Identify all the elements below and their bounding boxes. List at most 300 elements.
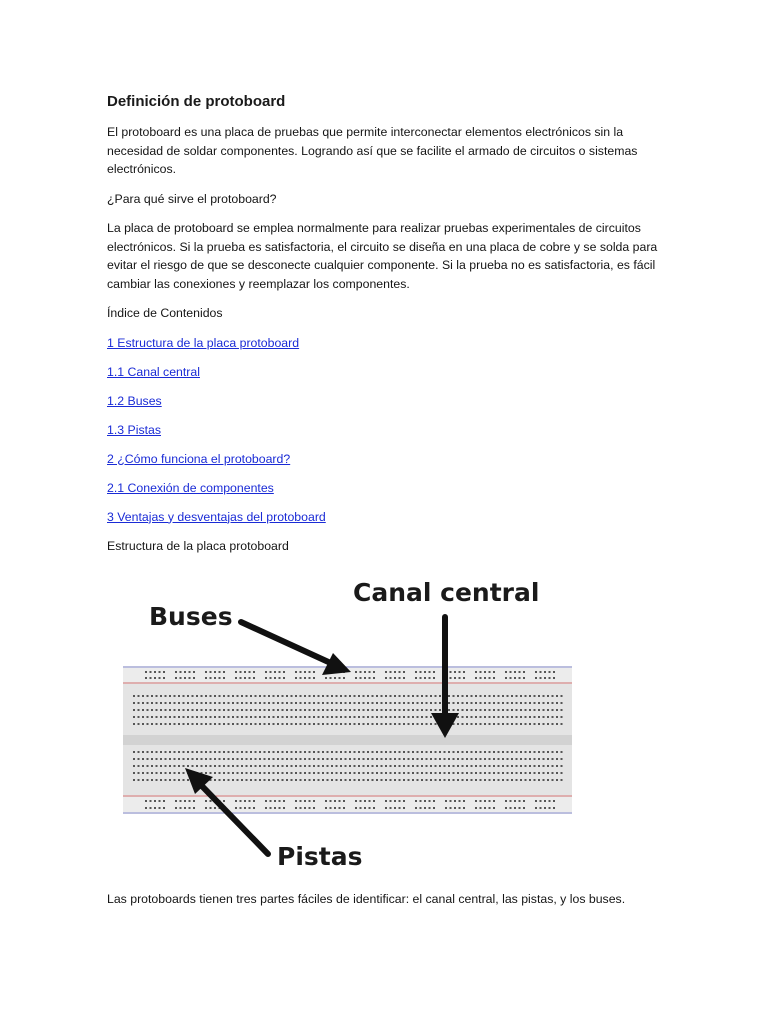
- board-hole: [205, 709, 207, 711]
- board-hole: [246, 695, 248, 697]
- board-hole: [241, 751, 243, 753]
- board-hole: [265, 671, 267, 673]
- board-hole: [336, 765, 338, 767]
- board-hole: [543, 723, 545, 725]
- board-hole: [163, 671, 165, 673]
- board-hole: [133, 751, 135, 753]
- board-hole: [525, 702, 527, 704]
- board-hole: [450, 807, 452, 809]
- board-hole: [556, 716, 558, 718]
- board-hole: [543, 772, 545, 774]
- board-hole: [237, 702, 239, 704]
- board-hole: [480, 702, 482, 704]
- board-hole: [192, 758, 194, 760]
- board-hole: [358, 723, 360, 725]
- board-hole: [538, 695, 540, 697]
- board-hole: [250, 779, 252, 781]
- board-hole: [138, 723, 140, 725]
- board-hole: [549, 800, 551, 802]
- board-hole: [241, 716, 243, 718]
- board-hole: [325, 807, 327, 809]
- board-hole: [304, 758, 306, 760]
- board-hole: [330, 677, 332, 679]
- board-hole: [544, 807, 546, 809]
- board-hole: [133, 765, 135, 767]
- board-hole: [426, 702, 428, 704]
- board-hole: [339, 807, 341, 809]
- board-hole: [381, 702, 383, 704]
- board-hole: [340, 772, 342, 774]
- board-hole: [547, 751, 549, 753]
- board-hole: [462, 709, 464, 711]
- board-hole: [349, 779, 351, 781]
- board-hole: [448, 765, 450, 767]
- board-hole: [514, 800, 516, 802]
- board-hole: [355, 800, 357, 802]
- board-hole: [484, 716, 486, 718]
- board-hole: [232, 702, 234, 704]
- board-hole: [259, 709, 261, 711]
- board-hole: [390, 765, 392, 767]
- board-hole: [246, 751, 248, 753]
- board-hole: [510, 671, 512, 673]
- board-hole: [507, 716, 509, 718]
- board-hole: [552, 772, 554, 774]
- board-hole: [174, 779, 176, 781]
- board-hole: [223, 772, 225, 774]
- board-hole: [454, 671, 456, 673]
- board-hole: [394, 716, 396, 718]
- board-hole: [462, 765, 464, 767]
- board-hole: [169, 709, 171, 711]
- board-hole: [174, 709, 176, 711]
- board-hole: [219, 709, 221, 711]
- board-hole: [520, 695, 522, 697]
- board-hole: [210, 695, 212, 697]
- board-hole: [147, 723, 149, 725]
- board-hole: [201, 751, 203, 753]
- board-hole: [538, 709, 540, 711]
- board-hole: [385, 695, 387, 697]
- board-hole: [327, 751, 329, 753]
- board-hole: [205, 716, 207, 718]
- board-hole: [286, 709, 288, 711]
- board-hole: [255, 702, 257, 704]
- board-hole: [369, 807, 371, 809]
- board-hole: [244, 807, 246, 809]
- board-hole: [193, 807, 195, 809]
- board-hole: [480, 800, 482, 802]
- board-hole: [160, 695, 162, 697]
- board-hole: [228, 772, 230, 774]
- board-hole: [511, 765, 513, 767]
- board-hole: [145, 807, 147, 809]
- board-hole: [205, 758, 207, 760]
- board-hole: [147, 702, 149, 704]
- board-hole: [187, 751, 189, 753]
- board-hole: [223, 758, 225, 760]
- board-hole: [445, 800, 447, 802]
- board-hole: [339, 677, 341, 679]
- board-hole: [493, 671, 495, 673]
- board-hole: [547, 709, 549, 711]
- board-hole: [475, 702, 477, 704]
- board-hole: [180, 671, 182, 673]
- board-hole: [192, 751, 194, 753]
- board-hole: [561, 765, 563, 767]
- board-hole: [336, 695, 338, 697]
- board-hole: [265, 807, 267, 809]
- board-hole: [133, 702, 135, 704]
- board-hole: [498, 709, 500, 711]
- board-hole: [358, 709, 360, 711]
- board-hole: [235, 671, 237, 673]
- board-hole: [394, 671, 396, 673]
- board-hole: [475, 716, 477, 718]
- board-hole: [363, 702, 365, 704]
- board-hole: [529, 772, 531, 774]
- board-hole: [505, 671, 507, 673]
- board-hole: [138, 772, 140, 774]
- board-hole: [520, 772, 522, 774]
- board-hole: [265, 800, 267, 802]
- board-hole: [390, 709, 392, 711]
- board-hole: [403, 671, 405, 673]
- board-hole: [412, 709, 414, 711]
- board-hole: [343, 807, 345, 809]
- board-hole: [237, 758, 239, 760]
- board-hole: [244, 677, 246, 679]
- board-hole: [505, 807, 507, 809]
- board-hole: [489, 677, 491, 679]
- board-hole: [450, 677, 452, 679]
- board-hole: [151, 765, 153, 767]
- board-hole: [399, 751, 401, 753]
- board-hole: [318, 772, 320, 774]
- board-hole: [291, 751, 293, 753]
- board-hole: [534, 709, 536, 711]
- board-hole: [300, 751, 302, 753]
- board-hole: [282, 695, 284, 697]
- board-hole: [507, 702, 509, 704]
- board-hole: [489, 723, 491, 725]
- board-hole: [394, 677, 396, 679]
- board-hole: [439, 709, 441, 711]
- board-hole: [169, 751, 171, 753]
- board-hole: [291, 709, 293, 711]
- board-hole: [268, 723, 270, 725]
- protoboard-figure: [123, 575, 573, 875]
- toc-item: [107, 450, 667, 468]
- board-hole: [259, 702, 261, 704]
- board-hole: [340, 758, 342, 760]
- board-hole: [340, 716, 342, 718]
- board-hole: [520, 709, 522, 711]
- board-hole: [282, 709, 284, 711]
- board-hole: [480, 758, 482, 760]
- board-hole: [313, 758, 315, 760]
- board-hole: [300, 671, 302, 673]
- board-hole: [484, 765, 486, 767]
- board-hole: [282, 765, 284, 767]
- board-hole: [232, 709, 234, 711]
- board-hole: [240, 800, 242, 802]
- board-hole: [241, 702, 243, 704]
- board-hole: [463, 677, 465, 679]
- toc-item: [107, 334, 667, 352]
- board-hole: [529, 716, 531, 718]
- board-hole: [286, 695, 288, 697]
- board-hole: [178, 695, 180, 697]
- board-hole: [255, 765, 257, 767]
- board-hole: [471, 716, 473, 718]
- board-hole: [367, 695, 369, 697]
- board-hole: [322, 758, 324, 760]
- toc-link-ventajas[interactable]: 3 Ventajas y desventajas del protoboard: [107, 509, 326, 524]
- board-hole: [385, 716, 387, 718]
- board-hole: [345, 723, 347, 725]
- board-hole: [192, 702, 194, 704]
- board-hole: [376, 772, 378, 774]
- board-hole: [390, 723, 392, 725]
- board-hole: [169, 758, 171, 760]
- board-hole: [450, 800, 452, 802]
- board-hole: [426, 751, 428, 753]
- board-hole: [489, 716, 491, 718]
- board-hole: [304, 765, 306, 767]
- board-hole: [165, 702, 167, 704]
- board-hole: [340, 695, 342, 697]
- board-hole: [475, 807, 477, 809]
- board-hole: [205, 702, 207, 704]
- board-hole: [480, 723, 482, 725]
- board-hole: [250, 723, 252, 725]
- board-hole: [210, 709, 212, 711]
- board-hole: [360, 800, 362, 802]
- board-hole: [445, 807, 447, 809]
- board-hole: [415, 800, 417, 802]
- board-hole: [156, 702, 158, 704]
- board-hole: [420, 677, 422, 679]
- board-hole: [399, 716, 401, 718]
- board-hole: [210, 772, 212, 774]
- board-hole: [282, 758, 284, 760]
- board-hole: [318, 779, 320, 781]
- board-hole: [390, 671, 392, 673]
- board-hole: [159, 671, 161, 673]
- board-hole: [178, 772, 180, 774]
- board-hole: [133, 772, 135, 774]
- board-hole: [552, 765, 554, 767]
- board-hole: [277, 751, 279, 753]
- board-hole: [543, 779, 545, 781]
- board-hole: [255, 695, 257, 697]
- board-hole: [354, 702, 356, 704]
- board-hole: [367, 702, 369, 704]
- board-hole: [489, 765, 491, 767]
- board-hole: [246, 779, 248, 781]
- board-hole: [180, 800, 182, 802]
- board-hole: [435, 758, 437, 760]
- toc-link-canal-central[interactable]: 1.1 Canal central: [107, 364, 200, 379]
- board-hole: [369, 677, 371, 679]
- board-hole: [525, 779, 527, 781]
- board-hole: [154, 807, 156, 809]
- board-hole: [147, 765, 149, 767]
- board-hole: [457, 702, 459, 704]
- board-hole: [549, 807, 551, 809]
- board-hole: [399, 677, 401, 679]
- board-hole: [369, 671, 371, 673]
- board-hole: [291, 695, 293, 697]
- board-hole: [538, 779, 540, 781]
- board-hole: [349, 765, 351, 767]
- board-hole: [192, 709, 194, 711]
- board-hole: [165, 723, 167, 725]
- board-hole: [178, 779, 180, 781]
- board-hole: [489, 702, 491, 704]
- board-hole: [340, 702, 342, 704]
- board-hole: [309, 765, 311, 767]
- board-hole: [498, 695, 500, 697]
- board-hole: [466, 695, 468, 697]
- board-hole: [228, 716, 230, 718]
- toc-link-estructura[interactable]: 1 Estructura de la placa protoboard: [107, 335, 300, 350]
- board-hole: [169, 695, 171, 697]
- board-hole: [159, 677, 161, 679]
- board-hole: [394, 779, 396, 781]
- board-hole: [250, 765, 252, 767]
- board-hole: [151, 709, 153, 711]
- board-hole: [417, 765, 419, 767]
- board-hole: [187, 758, 189, 760]
- toc-link-buses[interactable]: 1.2 Buses: [107, 393, 162, 408]
- board-hole: [420, 800, 422, 802]
- board-hole: [318, 723, 320, 725]
- board-hole: [433, 800, 435, 802]
- board-hole: [322, 695, 324, 697]
- board-hole: [142, 751, 144, 753]
- toc-link-conexion[interactable]: 2.1 Conexión de componentes: [107, 480, 274, 495]
- board-hole: [183, 772, 185, 774]
- board-hole: [358, 758, 360, 760]
- board-hole: [178, 709, 180, 711]
- board-hole: [484, 695, 486, 697]
- board-hole: [232, 758, 234, 760]
- board-hole: [147, 751, 149, 753]
- board-hole: [510, 677, 512, 679]
- board-hole: [376, 765, 378, 767]
- toc-link-pistas[interactable]: 1.3 Pistas: [107, 422, 161, 437]
- board-hole: [462, 723, 464, 725]
- board-hole: [408, 765, 410, 767]
- board-hole: [253, 671, 255, 673]
- board-hole: [519, 671, 521, 673]
- board-hole: [475, 723, 477, 725]
- board-hole: [412, 758, 414, 760]
- board-hole: [489, 709, 491, 711]
- board-hole: [331, 765, 333, 767]
- board-hole: [196, 723, 198, 725]
- board-hole: [304, 695, 306, 697]
- board-hole: [219, 758, 221, 760]
- board-hole: [457, 709, 459, 711]
- board-hole: [354, 695, 356, 697]
- board-hole: [525, 716, 527, 718]
- board-hole: [399, 758, 401, 760]
- board-hole: [463, 800, 465, 802]
- board-hole: [250, 695, 252, 697]
- board-hole: [525, 709, 527, 711]
- board-hole: [507, 765, 509, 767]
- board-hole: [334, 800, 336, 802]
- board-hole: [318, 702, 320, 704]
- board-hole: [201, 716, 203, 718]
- board-hole: [385, 758, 387, 760]
- board-hole: [453, 695, 455, 697]
- board-hole: [385, 779, 387, 781]
- board-hole: [511, 709, 513, 711]
- board-hole: [421, 695, 423, 697]
- board-hole: [340, 765, 342, 767]
- board-hole: [424, 807, 426, 809]
- board-hole: [417, 723, 419, 725]
- board-hole: [201, 709, 203, 711]
- board-hole: [232, 695, 234, 697]
- board-hole: [381, 758, 383, 760]
- board-hole: [165, 695, 167, 697]
- board-hole: [373, 800, 375, 802]
- board-hole: [273, 779, 275, 781]
- board-hole: [516, 758, 518, 760]
- board-hole: [355, 807, 357, 809]
- board-hole: [336, 716, 338, 718]
- board-hole: [282, 716, 284, 718]
- board-hole: [174, 723, 176, 725]
- board-hole: [535, 677, 537, 679]
- board-hole: [403, 779, 405, 781]
- board-hole: [505, 677, 507, 679]
- board-hole: [435, 765, 437, 767]
- usage-paragraph: La placa de protoboard se emplea normalmente para realizar pruebas experimentales de circuitos electrónicos. Si la prueba es satisfactoria, el circuito se diseña en una placa de cobre y se solda para evitar el riesgo de que se desconecte cualquier componente. Si la prueba no es satisfactoria, es fácil cambiar las conexiones y reemplazar los componentes.: [107, 221, 658, 291]
- board-hole: [165, 751, 167, 753]
- board-hole: [223, 765, 225, 767]
- board-hole: [331, 779, 333, 781]
- board-hole: [223, 695, 225, 697]
- toc-link-como-funciona[interactable]: 2 ¿Cómo funciona el protoboard?: [107, 451, 291, 466]
- board-hole: [535, 671, 537, 673]
- board-hole: [420, 671, 422, 673]
- board-hole: [498, 765, 500, 767]
- board-hole: [561, 772, 563, 774]
- board-hole: [219, 772, 221, 774]
- board-hole: [277, 716, 279, 718]
- board-hole: [453, 765, 455, 767]
- board-hole: [330, 807, 332, 809]
- board-hole: [502, 765, 504, 767]
- board-hole: [516, 779, 518, 781]
- board-hole: [151, 772, 153, 774]
- board-hole: [552, 695, 554, 697]
- board-hole: [534, 723, 536, 725]
- board-hole: [372, 751, 374, 753]
- board-hole: [232, 723, 234, 725]
- board-hole: [304, 751, 306, 753]
- board-hole: [412, 702, 414, 704]
- board-hole: [475, 751, 477, 753]
- board-hole: [283, 800, 285, 802]
- board-hole: [150, 671, 152, 673]
